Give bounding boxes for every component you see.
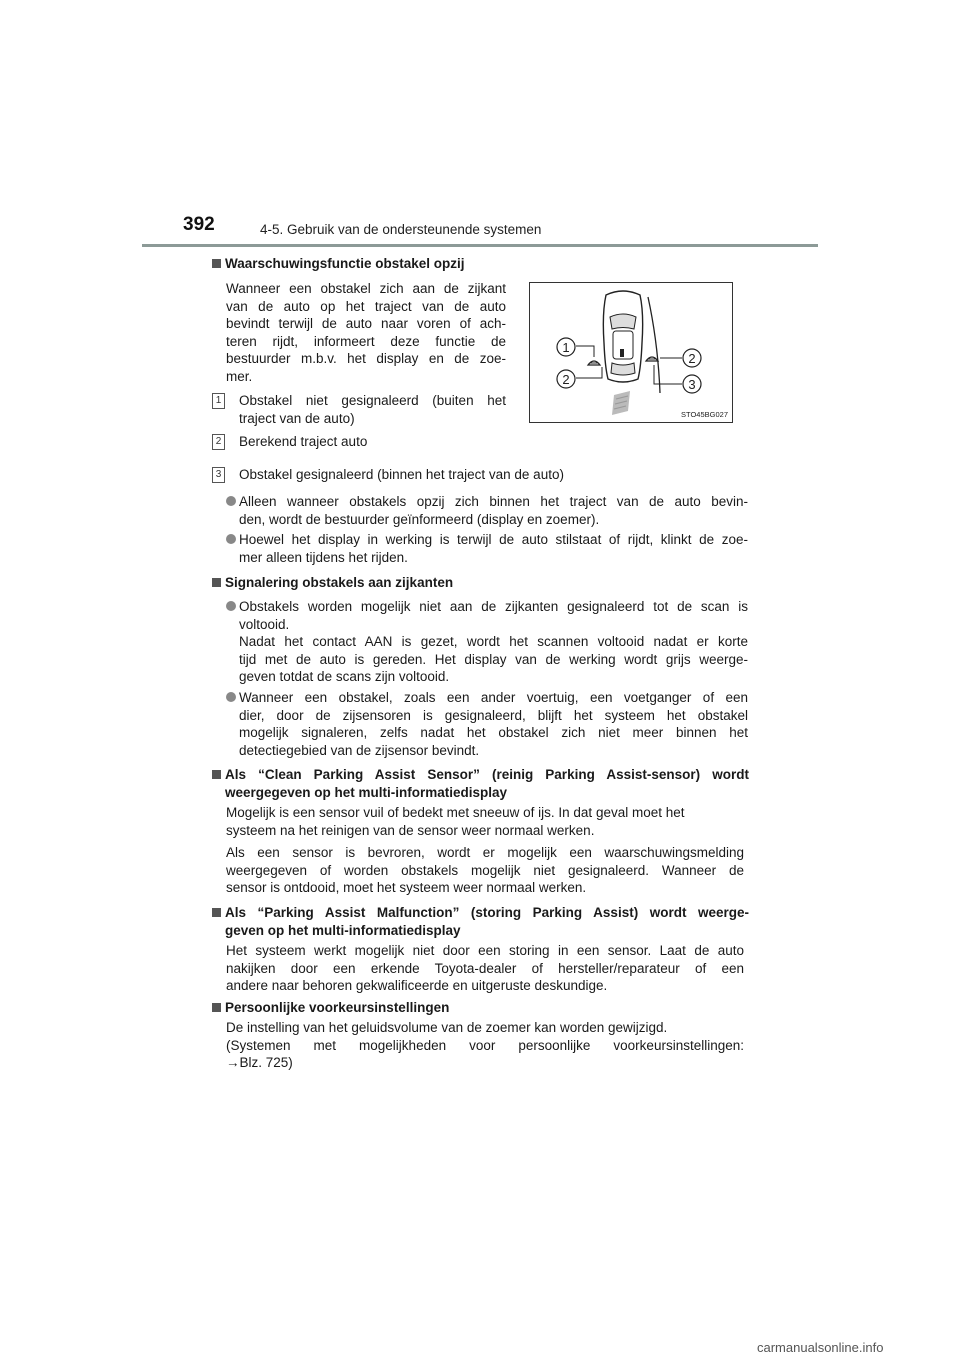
callout-label: 2	[562, 372, 570, 387]
number-box: 3	[212, 467, 225, 483]
figure-code: STO45BG027	[681, 410, 728, 419]
callout-label: 3	[688, 377, 696, 392]
bullet-dot-icon	[226, 534, 236, 544]
text-line: sensor is ontdooid, moet het systeem weer normaal werken.	[226, 880, 587, 895]
rear-window-icon	[611, 363, 635, 375]
text-line: weergegeven op het multi-informatiedisplay	[225, 784, 508, 800]
text-line: van de auto op het traject van de auto	[226, 298, 506, 314]
bullet-text	[239, 689, 748, 759]
item-text: Berekend traject auto	[239, 434, 368, 449]
text-line: Wanneer een obstakel zich aan de zijkant	[226, 281, 506, 296]
item-text: Obstakel gesignaleerd (binnen het traject van de auto)	[239, 467, 564, 482]
text-line: mer alleen tijdens het rijden.	[239, 549, 408, 565]
bullet-text	[239, 598, 748, 686]
text-line: detectiegebied van de zijsensor bevindt.	[239, 742, 480, 758]
heading-text	[225, 766, 749, 801]
text-line: Wanneer een obstakel, zoals een ander voertuig, een voetganger of een	[239, 690, 748, 705]
text-line: Alleen wanneer obstakels opzij zich binnen het traject van de auto bevin-	[239, 494, 748, 509]
running-header: 4-5. Gebruik van de ondersteunende systemen	[260, 222, 542, 237]
text-line: →Blz. 725)	[226, 1055, 293, 1070]
bullet-dot-icon	[226, 496, 236, 506]
paragraph	[226, 942, 744, 995]
heading-square-icon	[212, 770, 221, 779]
text-line: dier, door de zijsensoren is gesignaleerd, blijft het systeem het obstakel	[239, 707, 748, 723]
text-line: Obstakels worden mogelijk niet aan de zijkanten gesignaleerd tot de scan is	[239, 599, 748, 614]
bullet-dot-icon	[226, 601, 236, 611]
text-line: teren rijdt, informeert deze functie de	[226, 333, 506, 349]
bullet-dot-icon	[226, 692, 236, 702]
heading-text: Signalering obstakels aan zijkanten	[225, 575, 454, 590]
text-line: tijd met de auto is gereden. Het display van de werking wordt grijs weerge-	[239, 651, 748, 667]
figure	[529, 282, 733, 423]
text-line: systeem na het reinigen van de sensor weer normaal werken.	[226, 822, 595, 838]
page-number: 392	[183, 214, 215, 235]
bullet-text	[239, 493, 748, 528]
text-line: andere naar behoren gekwalificeerde en uitgeruste deskundige.	[226, 978, 608, 993]
heading-text: Waarschuwingsfunctie obstakel opzij	[225, 256, 465, 271]
number-box: 1	[212, 393, 225, 409]
text-line: (Systemen met mogelijkheden voor persoonlijke voorkeursinstellingen:	[226, 1037, 744, 1053]
text-line: De instelling van het geluidsvolume van de zoemer kan worden gewijzigd.	[226, 1020, 668, 1035]
heading-square-icon	[212, 578, 221, 587]
text-line: voltooid.	[239, 616, 290, 632]
text-line: Nadat het contact AAN is gezet, wordt het scannen voltooid nadat er korte	[239, 634, 748, 649]
text-line: traject van de auto)	[239, 410, 355, 426]
watermark[interactable]: carmanualsonline.info	[757, 1340, 884, 1355]
text-line: nakijken door een erkende Toyota-dealer of hersteller/reparateur of een	[226, 960, 744, 976]
text-line: bevindt terwijl de auto naar voren of ach-	[226, 316, 506, 331]
heading-square-icon	[212, 259, 221, 268]
intro-paragraph	[226, 280, 506, 385]
paragraph	[226, 804, 744, 839]
text-line: mogelijk signaleren, zelfs nadat het obstakel zich niet meer binnen het	[239, 725, 748, 740]
text-line: Als een sensor is bevroren, wordt er mogelijk een waarschuwingsmelding	[226, 845, 744, 860]
car-diagram	[530, 283, 732, 422]
heading-text: Persoonlijke voorkeursinstellingen	[225, 1000, 450, 1015]
text-line: geven op het multi-informatiedisplay	[225, 922, 461, 938]
callout-label: 1	[562, 340, 570, 355]
heading-square-icon	[212, 908, 221, 917]
text-line: Als “Parking Assist Malfunction” (storing Parking Assist) wordt weerge-	[225, 905, 749, 920]
paragraph	[226, 1019, 744, 1072]
text-line: Obstakel niet gesignaleerd (buiten het	[239, 393, 506, 408]
windshield-icon	[610, 314, 636, 329]
text-line: Het systeem werkt mogelijk niet door een storing in een sensor. Laat de auto	[226, 943, 744, 958]
text-line: weergegeven of worden obstakels mogelijk niet gesignaleerd. Wanneer de	[226, 862, 744, 878]
callout-label: 2	[688, 351, 696, 366]
bullet-text	[239, 531, 748, 566]
text-line: Mogelijk is een sensor vuil of bedekt met sneeuw of ijs. In dat geval moet het	[226, 805, 685, 820]
item-text	[239, 392, 506, 427]
number-box: 2	[212, 434, 225, 450]
header-rule	[142, 244, 818, 247]
text-line: geven totdat de scans zijn voltooid.	[239, 669, 450, 684]
text-line: bestuurder m.b.v. het display en de zoe-	[226, 351, 506, 366]
text-line: Als “Clean Parking Assist Sensor” (reinig Parking Assist-sensor) wordt	[225, 767, 749, 782]
paragraph	[226, 844, 744, 897]
text-line: Hoewel het display in werking is terwijl de auto stilstaat of rijdt, klinkt de zoe-	[239, 532, 748, 547]
heading-square-icon	[212, 1003, 221, 1012]
heading-text	[225, 904, 749, 939]
text-line: mer.	[226, 368, 253, 384]
text-line: den, wordt de bestuurder geïnformeerd (display en zoemer).	[239, 511, 600, 527]
